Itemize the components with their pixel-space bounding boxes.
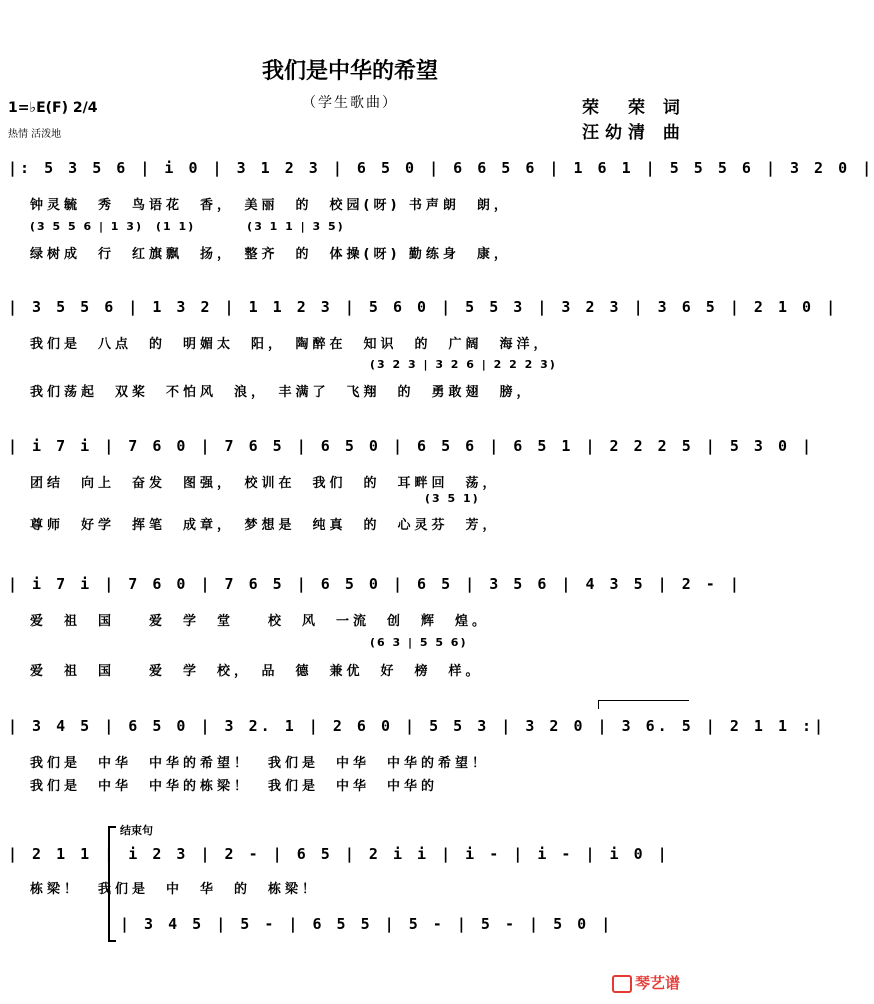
note-line: | 3 4 5 | 6 5 0 | 3 2. 1 | 2 6 0 | 5 5 3 | 3 2 0 | 3 6. 5 | 2 1 1 :| [8, 717, 827, 735]
key-signature: 1=♭E(F) 2/4 [8, 100, 98, 116]
alt-notes-line: (3 5 1) [425, 492, 480, 505]
score-system-5 [8, 712, 827, 742]
score-system-6 [8, 840, 692, 870]
score-system-2 [8, 293, 839, 323]
score-system-1 [8, 154, 874, 184]
lyric-line: 尊师 好学 挥笔 成章， 梦想是 纯真 的 心灵芬 芳， [30, 518, 500, 533]
song-title: 我们是中华的希望 [261, 59, 438, 84]
alt-notes-line: (3 5 5 6 | 1 3) (1 1) (3 1 1 | 3 5) [30, 220, 345, 233]
lyric-line: 栋梁！ 我们是 中 华 的 栋梁！ [30, 882, 320, 897]
first-ending-bracket [598, 700, 689, 709]
composer-credit: 汪幼清 曲 [582, 123, 686, 143]
note-line: | i 7 i | 7 6 0 | 7 6 5 | 6 5 0 | 6 5 6 | 6 5 1 | 2 2 2 5 | 5 3 0 | [8, 437, 815, 455]
lyric-line: 我们是 中华 中华的栋梁！ 我们是 中华 中华的 [30, 779, 439, 794]
lyric-line: 我们荡起 双桨 不怕风 浪， 丰满了 飞翔 的 勇敢翅 膀， [30, 385, 534, 400]
note-line: | 3 5 5 6 | 1 3 2 | 1 1 2 3 | 5 6 0 | 5 5 3 | 3 2 3 | 3 6 5 | 2 1 0 | [8, 298, 839, 316]
alt-notes-line: (6 3 | 5 5 6) [370, 636, 468, 649]
lyric-line: 爱 祖 国 爱 学 堂 校 风 一流 创 辉 煌。 [30, 614, 490, 629]
lyric-line: 钟灵毓 秀 鸟语花 香， 美丽 的 校园(呀) 书声朗 朗， [30, 198, 511, 213]
alt-notes-line: (3 2 3 | 3 2 6 | 2 2 2 3) [370, 358, 557, 371]
score-system-4 [8, 570, 742, 600]
note-line: | i 7 i | 7 6 0 | 7 6 5 | 6 5 0 | 6 5 | 3 5 6 | 4 3 5 | 2 - | [8, 575, 742, 593]
watermark-logo [612, 972, 680, 993]
lyric-line: 我们是 中华 中华的希望！ 我们是 中华 中华的希望！ [30, 756, 490, 771]
tempo-marking: 热情 活泼地 [8, 129, 62, 140]
coda-label: 结束句 [120, 824, 153, 837]
piano-logo-icon [612, 975, 632, 993]
watermark-text: 琴艺谱 [635, 974, 681, 992]
lyric-line: 绿树成 行 红旗飘 扬， 整齐 的 体操(呀) 勤练身 康， [30, 247, 511, 262]
lyric-line: 团结 向上 奋发 图强， 校训在 我们 的 耳畔回 荡， [30, 476, 500, 491]
lyricist-credit: 荣 荣 词 [582, 98, 686, 118]
note-line: | 2 1 1 | i 2 3 | 2 - | 6 5 | 2 i i | i - | i - | i 0 | [8, 845, 670, 863]
harmony-staff [120, 910, 680, 940]
harmony-note-line: | 3 4 5 | 5 - | 6 5 5 | 5 - | 5 - | 5 0 | [120, 915, 614, 933]
note-line: |: 5 3 5 6 | i 0 | 3 1 2 3 | 6 5 0 | 6 6 5 6 | 1 6 1 | 5 5 5 6 | 3 2 0 | [8, 159, 874, 177]
lyric-line: 我们是 八点 的 明媚太 阳， 陶醉在 知识 的 广阔 海洋， [30, 337, 551, 352]
lyric-line: 爱 祖 国 爱 学 校， 品 德 兼优 好 榜 样。 [30, 664, 483, 679]
score-system-3 [8, 432, 815, 462]
song-subtitle: （学生歌曲） [302, 95, 398, 111]
